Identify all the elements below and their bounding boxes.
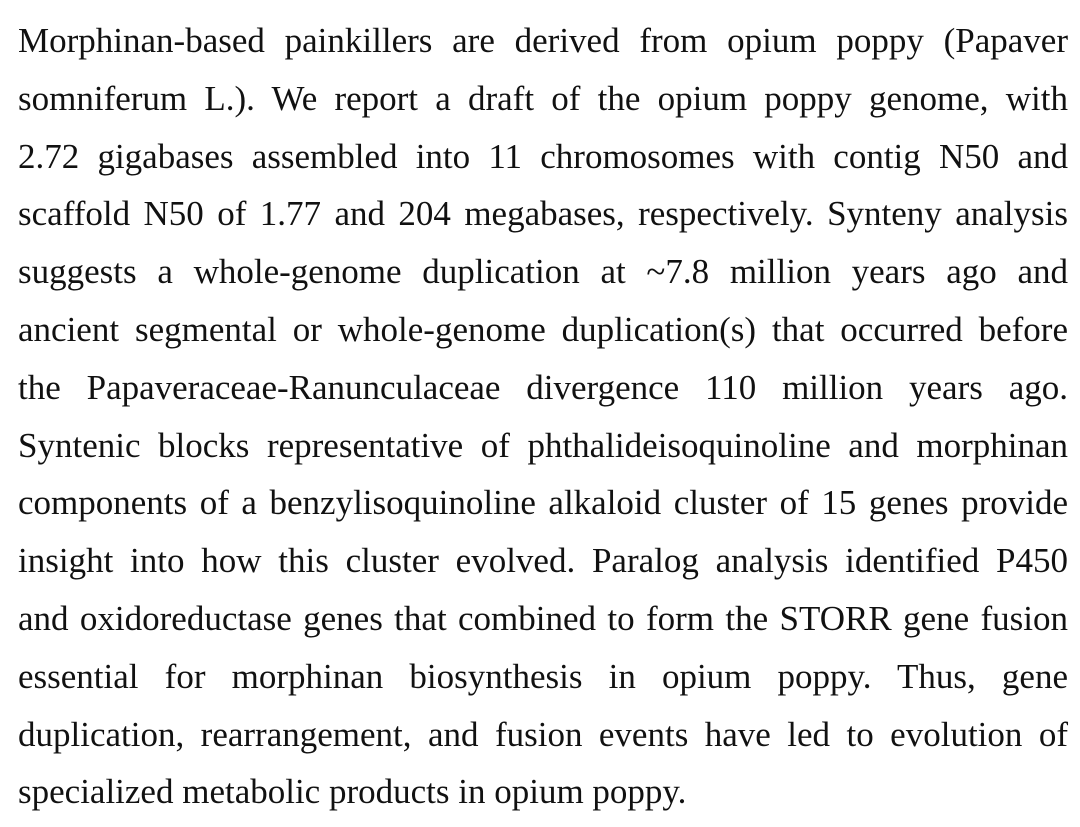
abstract-line-14: specialized metabolic products in opium poppy.	[18, 772, 687, 812]
abstract-line-7: the Papaveraceae-Ranunculaceae divergence 110 million years ago.	[18, 367, 1068, 407]
abstract-line-9: components of a benzylisoquinoline alkaloid cluster of 15 genes provide	[18, 483, 1068, 523]
abstract-line-12: essential for morphinan biosynthesis in opium poppy. Thus, gene	[18, 656, 1068, 696]
abstract-line-1: Morphinan-based painkillers are derived from opium poppy (Papaver	[18, 21, 1068, 60]
abstract-line-2: somniferum L.). We report a draft of the opium poppy genome, with	[18, 78, 1068, 118]
abstract-line-10: insight into how this cluster evolved. Paralog analysis identified P450	[18, 541, 1068, 581]
abstract-line-3: 2.72 gigabases assembled into 11 chromosomes with contig N50 and	[18, 136, 1068, 176]
abstract-line-13: duplication, rearrangement, and fusion events have led to evolution of	[18, 714, 1068, 754]
abstract-line-4: scaffold N50 of 1.77 and 204 megabases, respectively. Synteny analysis	[18, 194, 1068, 234]
abstract-line-8: Syntenic blocks representative of phthalideisoquinoline and morphinan	[18, 425, 1068, 465]
abstract-line-5: suggests a whole-genome duplication at ~7.8 million years ago and	[18, 252, 1068, 292]
abstract-paragraph	[18, 12, 1068, 821]
abstract-line-11: and oxidoreductase genes that combined to form the STORR gene fusion	[18, 598, 1068, 638]
abstract-line-6: ancient segmental or whole-genome duplication(s) that occurred before	[18, 309, 1068, 349]
